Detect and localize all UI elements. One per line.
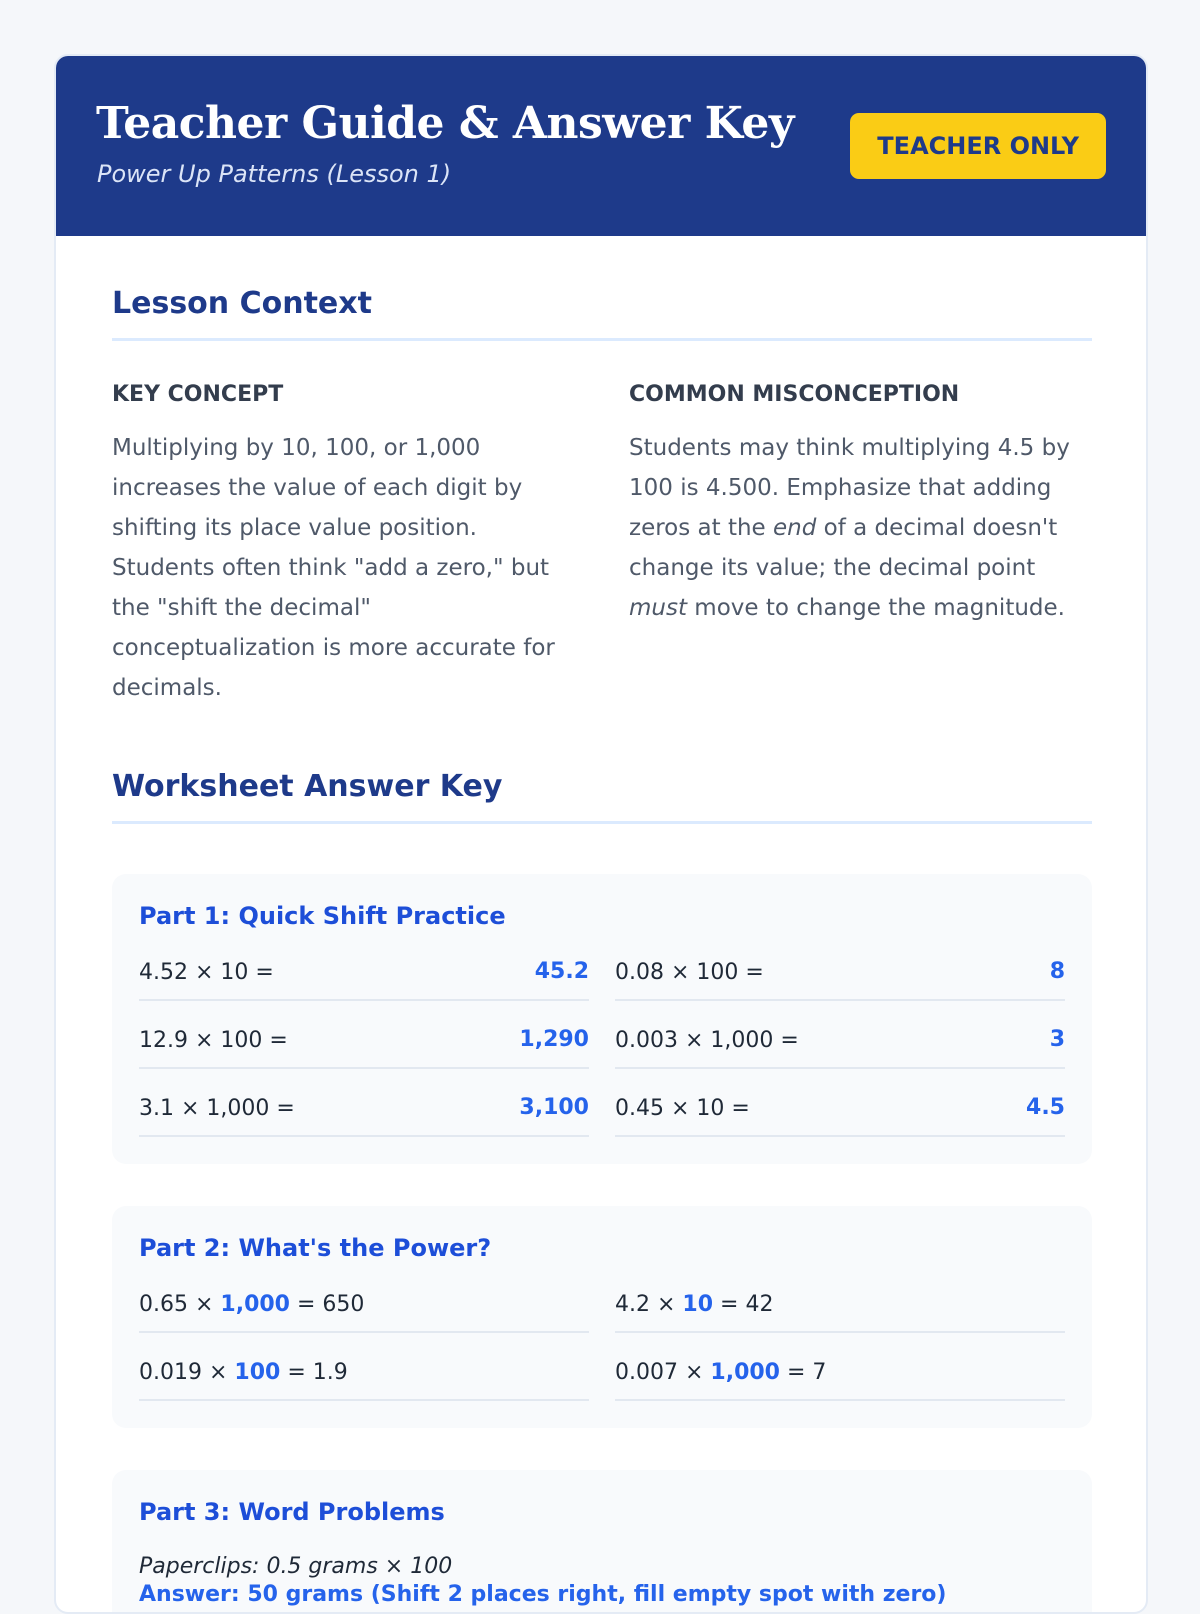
- power-answer: 100: [234, 1360, 281, 1385]
- power-row: [615, 1288, 1065, 1333]
- power-row: [139, 1356, 589, 1401]
- part3-title: Part 3: Word Problems: [139, 1498, 445, 1526]
- power-answer: 1,000: [710, 1360, 780, 1385]
- misconception-block: [629, 380, 1079, 628]
- part2-title: Part 2: What's the Power?: [139, 1234, 492, 1262]
- guide-header: [56, 56, 1146, 236]
- answer-value: 3: [1049, 1027, 1065, 1052]
- answer-row: [615, 1092, 1065, 1137]
- lesson-context-heading: [112, 284, 1092, 341]
- answer-row: [139, 1092, 589, 1137]
- key-concept-text: Multiplying by 10, 100, or 1,000 increases the value of each digit by shifting its place value position. Students often think "add a zero," but the "shift the decimal" conceptualization is more accurate for decimals.: [112, 435, 555, 701]
- question-text: 12.9 × 100 =: [139, 1028, 288, 1053]
- part1-panel: [112, 874, 1092, 1164]
- question-text: 4.52 × 10 =: [139, 960, 274, 985]
- part2-panel: [112, 1206, 1092, 1428]
- answer-value: 1,290: [519, 1027, 589, 1052]
- power-equation: 0.019 × 100 = 1.9: [139, 1360, 348, 1385]
- power-row: [139, 1288, 589, 1333]
- power-equation: 0.65 × 1,000 = 650: [139, 1292, 365, 1317]
- word-problem-question: Paperclips: 0.5 grams × 100: [139, 1554, 453, 1579]
- answer-value: 45.2: [534, 959, 589, 984]
- answer-row: [615, 956, 1065, 1001]
- key-concept-label: KEY CONCEPT: [112, 382, 284, 407]
- answer-key-title: Worksheet Answer Key: [112, 769, 503, 804]
- key-concept-block: [112, 380, 562, 708]
- power-answer: 10: [682, 1292, 714, 1317]
- question-text: 3.1 × 1,000 =: [139, 1096, 295, 1121]
- answer-value: 3,100: [519, 1095, 589, 1120]
- answer-row: [139, 1024, 589, 1069]
- power-equation: 4.2 × 10 = 42: [615, 1292, 774, 1317]
- page-title: Teacher Guide & Answer Key: [96, 98, 794, 149]
- misconception-label: COMMON MISCONCEPTION: [629, 382, 960, 407]
- question-text: 0.003 × 1,000 =: [615, 1028, 799, 1053]
- answer-value: 4.5: [1026, 1095, 1065, 1120]
- question-text: 0.45 × 10 =: [615, 1096, 750, 1121]
- power-equation: 0.007 × 1,000 = 7: [615, 1360, 827, 1385]
- power-row: [615, 1356, 1065, 1401]
- answer-row: [615, 1024, 1065, 1069]
- lesson-context-title: Lesson Context: [112, 286, 372, 321]
- answer-value: 8: [1049, 959, 1065, 984]
- word-problem-answer: Answer: 50 grams (Shift 2 places right, fill empty spot with zero): [139, 1582, 947, 1607]
- part1-title: Part 1: Quick Shift Practice: [139, 902, 506, 930]
- misconception-text: Students may think multiplying 4.5 by 100 is 4.500. Emphasize that adding zeros at the end of a decimal doesn't change its value; the decimal point must move to change the magnitude.: [629, 435, 1070, 621]
- teacher-only-badge: TEACHER ONLY: [850, 113, 1106, 179]
- page-subtitle: Power Up Patterns (Lesson 1): [97, 160, 452, 188]
- teacher-guide-card: [54, 54, 1148, 1614]
- power-answer: 1,000: [220, 1292, 290, 1317]
- question-text: 0.08 × 100 =: [615, 960, 764, 985]
- part3-panel: [112, 1470, 1092, 1614]
- answer-row: [139, 956, 589, 1001]
- answer-key-heading: [112, 767, 1092, 824]
